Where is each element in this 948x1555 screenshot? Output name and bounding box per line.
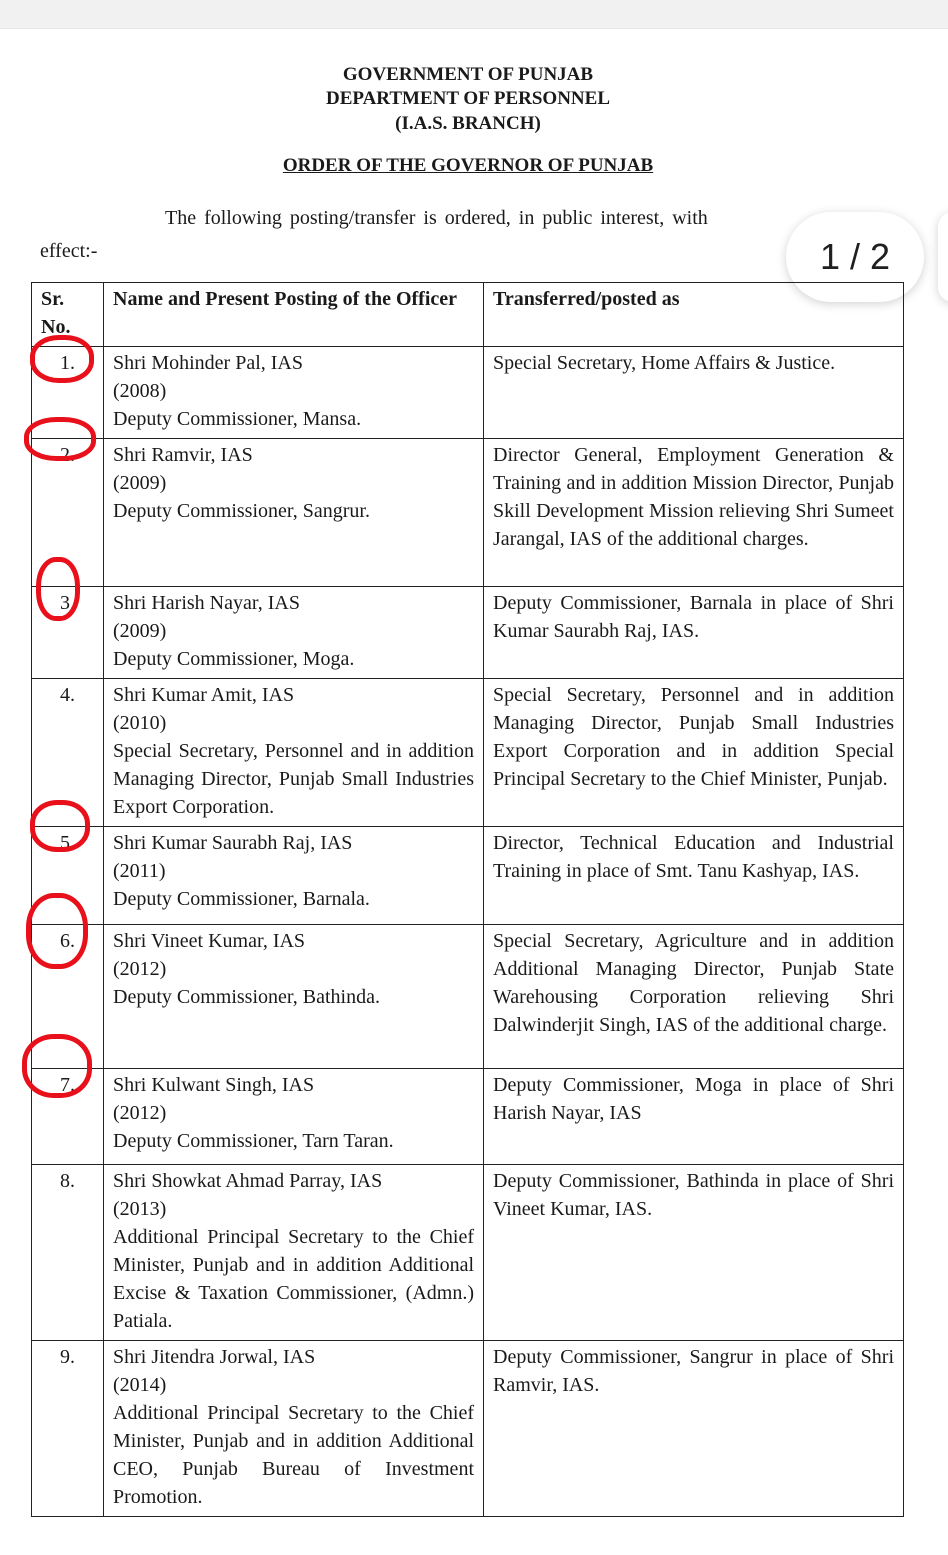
header-sr-no: Sr. No. xyxy=(32,283,104,347)
posting-cell: Special Secretary, Home Affairs & Justice. xyxy=(484,347,904,439)
table-row xyxy=(32,439,904,587)
officer-present: Additional Principal Secretary to the Chief Minister, Punjab and in addition Additional Excise & Taxation Commissioner, (Admn.) Patiala. xyxy=(113,1226,474,1332)
officer-cell xyxy=(104,1069,484,1165)
officer-batch: (2009) xyxy=(113,472,167,494)
order-title: ORDER OF THE GOVERNOR OF PUNJAB xyxy=(282,155,654,176)
posting-cell: Special Secretary, Agriculture and in addition Additional Managing Director, Punjab State Warehousing Corporation relieving Shri Dalwinderjit Singh, IAS of the additional charge. xyxy=(484,925,904,1069)
officer-batch: (2010) xyxy=(113,712,167,734)
officer-cell xyxy=(104,827,484,925)
table-row xyxy=(32,1069,904,1165)
posting-cell: Deputy Commissioner, Sangrur in place of Shri Ramvir, IAS. xyxy=(484,1341,904,1517)
serial-number: 2. xyxy=(32,439,104,587)
serial-number: 9. xyxy=(32,1341,104,1517)
intro-continuation: effect:- xyxy=(40,240,98,262)
officer-name: Shri Vineet Kumar, IAS xyxy=(113,930,306,952)
officer-batch: (2008) xyxy=(113,380,167,402)
red-circle-annotation xyxy=(24,417,96,461)
table-row xyxy=(32,347,904,439)
serial-number: 8. xyxy=(32,1165,104,1341)
table-row xyxy=(32,587,904,679)
officer-name: Shri Kumar Amit, IAS xyxy=(113,684,295,706)
officer-cell xyxy=(104,1341,484,1517)
officer-cell xyxy=(104,1165,484,1341)
table-row xyxy=(32,679,904,827)
table-row xyxy=(32,925,904,1069)
serial-number: 1. xyxy=(32,347,104,439)
officer-cell xyxy=(104,925,484,1069)
officer-present: Deputy Commissioner, Barnala. xyxy=(113,888,370,910)
serial-number: 4. xyxy=(32,679,104,827)
next-page-indicator xyxy=(938,212,948,302)
table-row xyxy=(32,827,904,925)
serial-number: 6. xyxy=(32,925,104,1069)
officer-name: Shri Kulwant Singh, IAS xyxy=(113,1074,315,1096)
officer-batch: (2009) xyxy=(113,620,167,642)
intro-text: The following posting/transfer is ordered, in public interest, with xyxy=(165,207,708,229)
officer-name: Shri Showkat Ahmad Parray, IAS xyxy=(113,1170,383,1192)
officer-name: Shri Mohinder Pal, IAS xyxy=(113,352,303,374)
officer-batch: (2011) xyxy=(113,860,166,882)
officer-present: Deputy Commissioner, Tarn Taran. xyxy=(113,1130,394,1152)
serial-number: 7. xyxy=(32,1069,104,1165)
officer-name: Shri Kumar Saurabh Raj, IAS xyxy=(113,832,353,854)
govt-heading: GOVERNMENT OF PUNJAB xyxy=(342,64,594,85)
red-circle-annotation xyxy=(30,800,90,852)
officer-present: Deputy Commissioner, Sangrur. xyxy=(113,500,370,522)
officer-present: Deputy Commissioner, Moga. xyxy=(113,648,355,670)
branch-heading: (I.A.S. BRANCH) xyxy=(395,113,541,134)
red-circle-annotation xyxy=(36,557,80,621)
officer-cell xyxy=(104,347,484,439)
posting-cell: Deputy Commissioner, Moga in place of Shri Harish Nayar, IAS xyxy=(484,1069,904,1165)
officer-name: Shri Harish Nayar, IAS xyxy=(113,592,300,614)
posting-cell: Director, Technical Education and Industrial Training in place of Smt. Tanu Kashyap, IAS. xyxy=(484,827,904,925)
posting-cell: Deputy Commissioner, Bathinda in place of Shri Vineet Kumar, IAS. xyxy=(484,1165,904,1341)
transfer-table xyxy=(31,282,904,1517)
officer-present: Additional Principal Secretary to the Chief Minister, Punjab and in addition Additional CEO, Punjab Bureau of Investment Promotion. xyxy=(113,1402,474,1508)
officer-present: Special Secretary, Personnel and in addition Managing Director, Punjab Small Industries Export Corporation. xyxy=(113,740,474,818)
table-header-row xyxy=(32,283,904,347)
table-row xyxy=(32,1165,904,1341)
table-row xyxy=(32,1341,904,1517)
posting-cell: Deputy Commissioner, Barnala in place of Shri Kumar Saurabh Raj, IAS. xyxy=(484,587,904,679)
serial-number: 3. xyxy=(32,587,104,679)
header-officer: Name and Present Posting of the Officer xyxy=(104,283,484,347)
posting-cell: Director General, Employment Generation & Training and in addition Mission Director, Punjab Skill Development Mission relieving Shri Sumeet Jarangal, IAS of the additional charges. xyxy=(484,439,904,587)
officer-name: Shri Ramvir, IAS xyxy=(113,444,253,466)
officer-present: Deputy Commissioner, Mansa. xyxy=(113,408,362,430)
officer-batch: (2012) xyxy=(113,958,167,980)
posting-cell: Special Secretary, Personnel and in addition Managing Director, Punjab Small Industries Export Corporation and in addition Special Principal Secretary to the Chief Minister, Punjab. xyxy=(484,679,904,827)
table-body xyxy=(32,347,904,1517)
red-circle-annotation xyxy=(30,335,94,383)
page-indicator[interactable]: 1 / 2 xyxy=(786,212,924,302)
officer-present: Deputy Commissioner, Bathinda. xyxy=(113,986,380,1008)
officer-cell xyxy=(104,587,484,679)
officer-batch: (2013) xyxy=(113,1198,167,1220)
viewer-top-bar xyxy=(0,0,948,29)
header-transferred: Transferred/posted as xyxy=(484,283,904,347)
officer-cell xyxy=(104,439,484,587)
department-heading: DEPARTMENT OF PERSONNEL xyxy=(325,88,610,109)
officer-batch: (2012) xyxy=(113,1102,167,1124)
red-circle-annotation xyxy=(22,1034,92,1098)
red-circle-annotation xyxy=(26,893,88,969)
officer-batch: (2014) xyxy=(113,1374,167,1396)
officer-name: Shri Jitendra Jorwal, IAS xyxy=(113,1346,316,1368)
officer-cell xyxy=(104,679,484,827)
serial-number: 5. xyxy=(32,827,104,925)
